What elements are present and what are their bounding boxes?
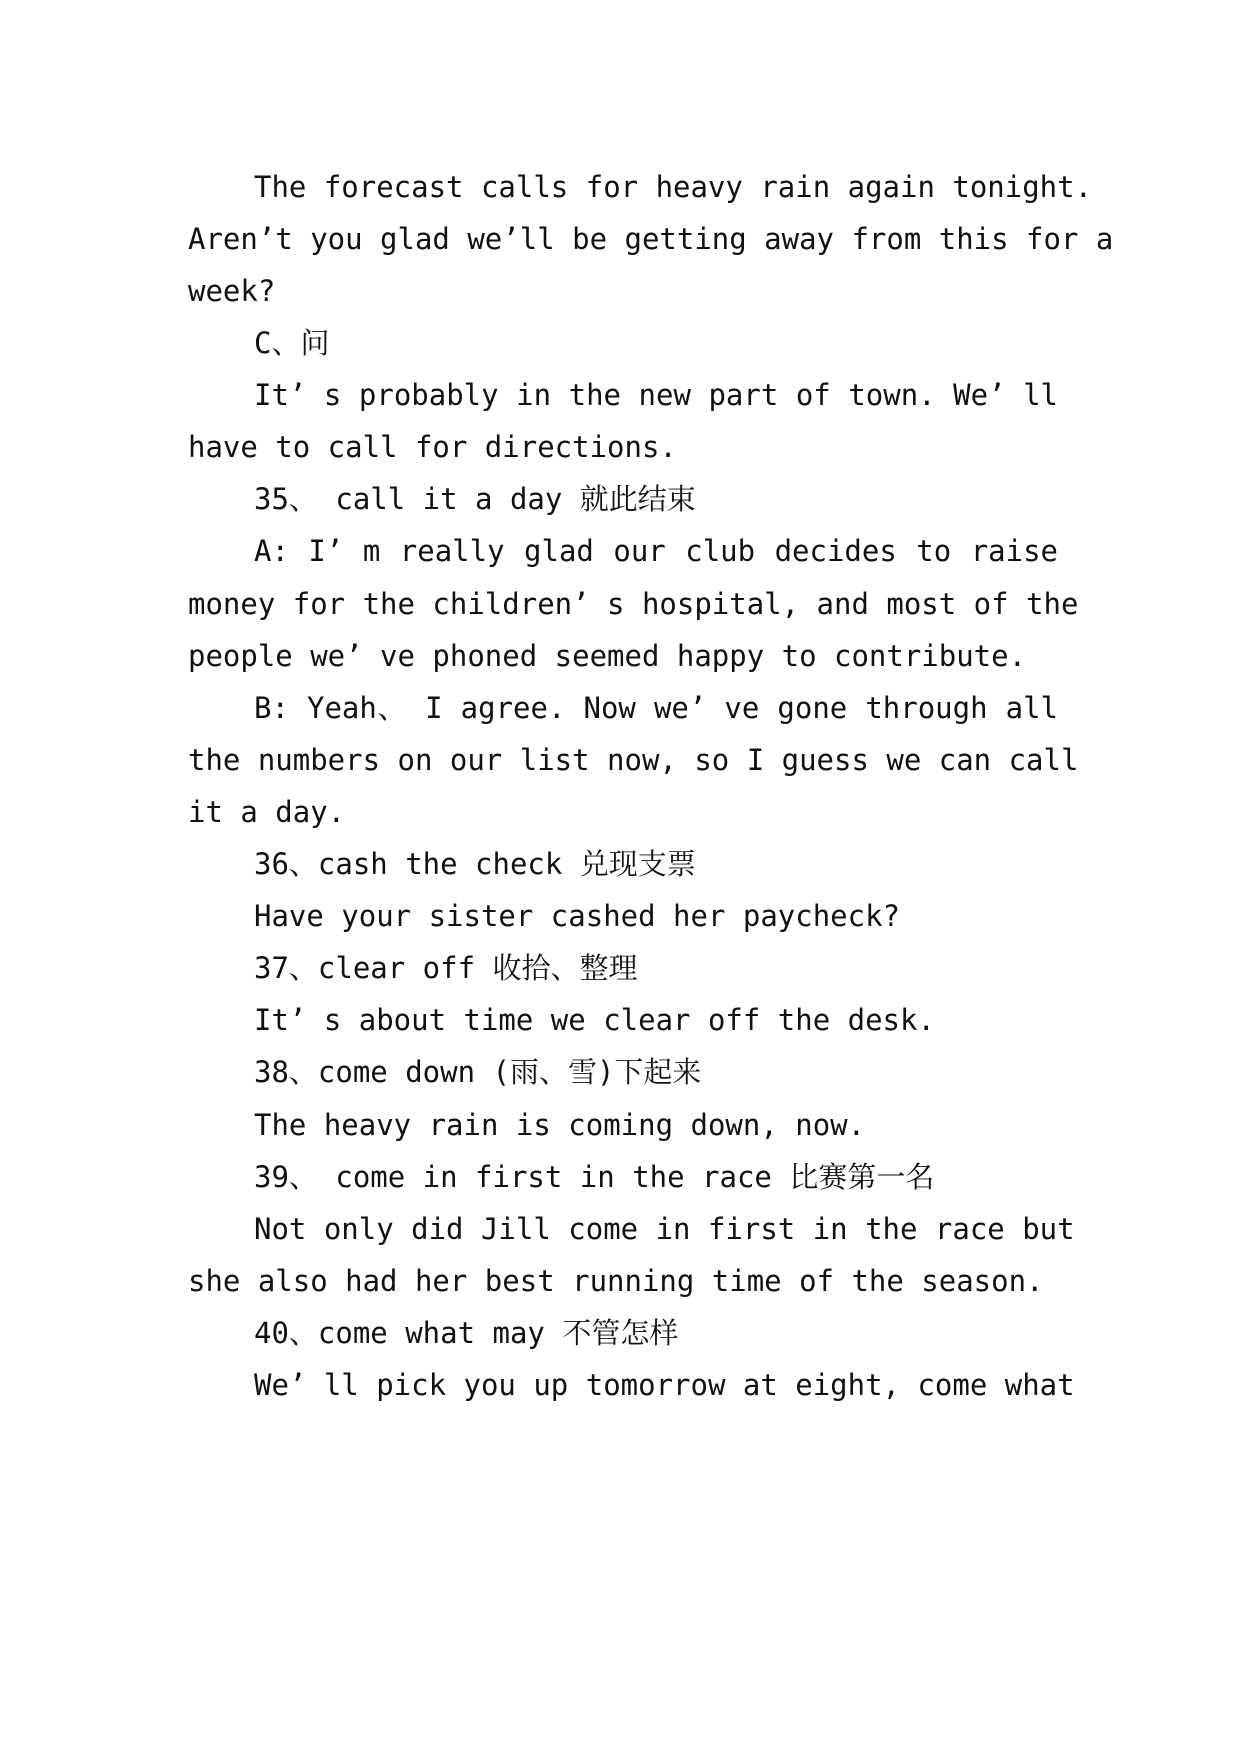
- phrase-heading: 39、 come in first in the race 比赛第一名: [254, 1160, 935, 1194]
- text-line: B: Yeah、 I agree. Now we’ ve gone through all: [254, 691, 1058, 725]
- phrase-heading: 40、come what may 不管怎样: [254, 1316, 679, 1350]
- text-line: Aren’t you glad we’ll be getting away from this for a: [188, 222, 1114, 256]
- text-line: it a day.: [188, 795, 346, 829]
- text-line: she also had her best running time of the season.: [188, 1264, 1044, 1298]
- text-line: The forecast calls for heavy rain again tonight.: [254, 170, 1093, 204]
- phrase-heading: 37、clear off 收拾、整理: [254, 951, 638, 985]
- text-line: We’ ll pick you up tomorrow at eight, come what: [254, 1368, 1075, 1402]
- text-line: Not only did Jill come in first in the race but: [254, 1212, 1075, 1246]
- text-line: It’ s probably in the new part of town. We’ ll: [254, 378, 1058, 412]
- phrase-heading: 38、come down (雨、雪)下起来: [254, 1055, 702, 1089]
- phrase-heading: 36、cash the check 兑现支票: [254, 847, 696, 881]
- text-line: people we’ ve phoned seemed happy to contribute.: [188, 639, 1027, 673]
- section-heading: C、问: [254, 326, 330, 360]
- text-line: Have your sister cashed her paycheck?: [254, 899, 901, 933]
- text-line: week?: [188, 274, 276, 308]
- text-line: It’ s about time we clear off the desk.: [254, 1003, 935, 1037]
- text-line: have to call for directions.: [188, 430, 677, 464]
- text-line: The heavy rain is coming down, now.: [254, 1108, 866, 1142]
- text-line: A: I’ m really glad our club decides to raise: [254, 534, 1058, 568]
- text-line: money for the children’ s hospital, and most of the: [188, 587, 1079, 621]
- text-line: the numbers on our list now, so I guess we can call: [188, 743, 1079, 777]
- phrase-heading: 35、 call it a day 就此结束: [254, 482, 696, 516]
